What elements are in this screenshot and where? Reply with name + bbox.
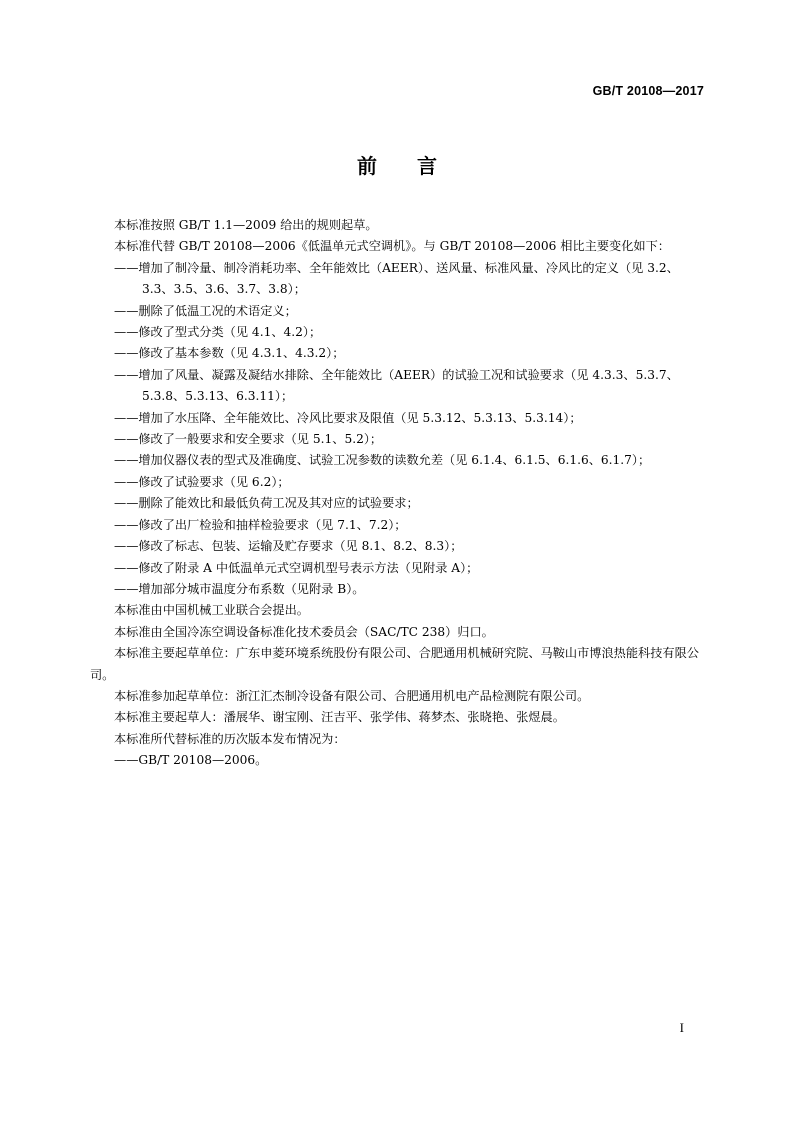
closing-paragraph: 本标准由中国机械工业联合会提出。	[114, 603, 309, 618]
change-item: ——增加了风量、凝露及凝结水排除、全年能效比（AEER）的试验工况和试验要求（见 4.3.3、5.3.7、5.3.8、5.3.13、6.3.11）；	[114, 367, 679, 404]
foreword-body	[90, 215, 706, 772]
closing-paragraph: 本标准参加起草单位：浙江汇杰制冷设备有限公司、合肥通用机电产品检测院有限公司。	[114, 688, 590, 703]
change-item: ——修改了一般要求和安全要求（见 5.1、5.2）；	[114, 432, 383, 447]
intro-paragraph: 本标准按照 GB/T 1.1—2009 给出的规则起草。	[114, 218, 378, 232]
closing-paragraph: 本标准主要起草人：潘展华、谢宝刚、汪吉平、张学伟、蒋梦杰、张晓艳、张煜晨。	[114, 710, 565, 725]
change-item: ——删除了低温工况的术语定义；	[114, 303, 297, 318]
change-item: ——修改了试验要求（见 6.2）；	[114, 474, 290, 489]
change-item: ——修改了出厂检验和抽样检验要求（见 7.1、7.2）；	[114, 517, 407, 532]
change-item: ——修改了附录 A 中低温单元式空调机型号表示方法（见附录 A）；	[114, 560, 479, 575]
closing-paragraph: 本标准主要起草单位：广东申菱环境系统股份有限公司、合肥通用机械研究院、马鞍山市博浪热能科技有限公司。	[90, 646, 699, 682]
history-item: ——GB/T 20108—2006。	[114, 753, 268, 768]
change-item: ——删除了能效比和最低负荷工况及其对应的试验要求；	[114, 496, 419, 511]
standard-code: GB/T 20108—2017	[592, 84, 704, 98]
change-item: ——增加部分城市温度分布系数（见附录 B）。	[114, 581, 365, 596]
page-title: 前言	[357, 154, 477, 178]
change-item: ——增加仪器仪表的型式及准确度、试验工况参数的读数允差（见 6.1.4、6.1.5、6.1.6、6.1.7）；	[114, 453, 651, 468]
change-item: ——修改了型式分类（见 4.1、4.2）；	[114, 325, 322, 340]
change-item: ——增加了制冷量、制冷消耗功率、全年能效比（AEER）、送风量、标准风量、冷风比的定义（见 3.2、3.3、3.5、3.6、3.7、3.8）；	[114, 260, 679, 297]
change-item: ——修改了标志、包装、运输及贮存要求（见 8.1、8.2、8.3）；	[114, 539, 463, 554]
intro-paragraph: 本标准代替 GB/T 20108—2006《低温单元式空调机》。与 GB/T 20108—2006 相比主要变化如下：	[114, 239, 670, 254]
change-item: ——增加了水压降、全年能效比、冷风比要求及限值（见 5.3.12、5.3.13、5.3.14）；	[114, 410, 582, 425]
closing-paragraph: 本标准由全国冷冻空调设备标准化技术委员会（SAC/TC 238）归口。	[114, 624, 494, 639]
page-number: I	[679, 1020, 684, 1035]
change-item: ——修改了基本参数（见 4.3.1、4.3.2）；	[114, 346, 345, 361]
closing-paragraph: 本标准所代替标准的历次版本发布情况为：	[114, 731, 346, 746]
